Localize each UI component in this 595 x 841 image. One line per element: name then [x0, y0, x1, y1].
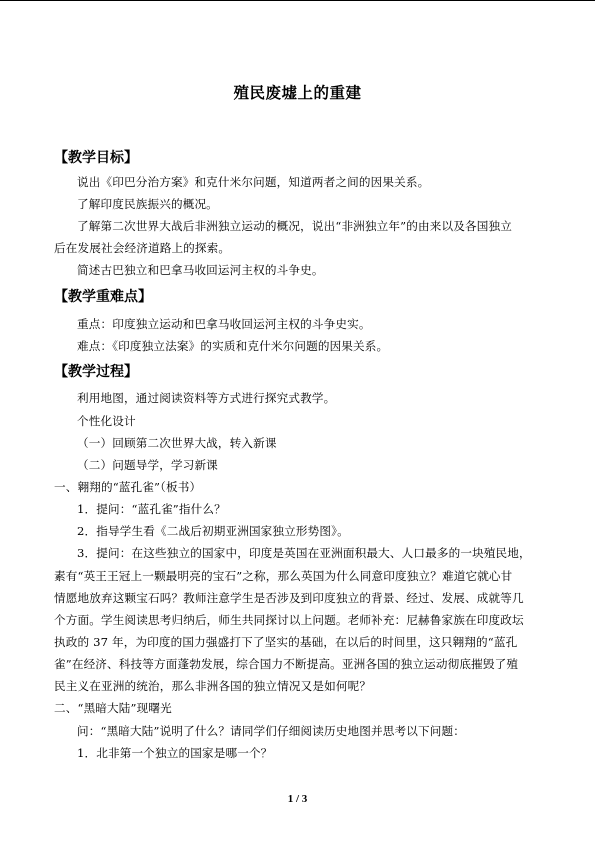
- process-line: 素有“英王王冠上一颗最明亮的宝石”之称，那么英国为什么同意印度独立？难道它就心甘: [54, 569, 513, 583]
- page-number: 1 / 3: [287, 793, 308, 805]
- goals-line: 简述古巴独立和巴拿马收回运河主权的斗争史。: [77, 263, 324, 277]
- process-line: 雀”在经济、科技等方面蓬勃发展，综合国力不断提高。亚洲各国的独立运动彻底摧毁了殖: [54, 657, 519, 671]
- section-heading-process: 【教学过程】: [54, 364, 138, 380]
- process-line: 3．提问：在这些独立的国家中，印度是英国在亚洲面积最大、人口最多的一块殖民地，: [77, 546, 531, 560]
- goals-line: 后在发展社会经济道路上的探索。: [54, 241, 231, 255]
- goals-line: 了解印度民族振兴的概况。: [77, 197, 218, 211]
- process-line: 1．北非第一个独立的国家是哪一个？: [77, 746, 273, 760]
- keypoints-line: 重点：印度独立运动和巴拿马收回运河主权的斗争史实。: [77, 317, 371, 331]
- section-heading-goals: 【教学目标】: [54, 150, 138, 166]
- process-line: 执政的 37 年，为印度的国力强盛打下了坚实的基础，在以后的时间里，这只翱翔的“蓝孔: [54, 635, 518, 649]
- header-rule: [0, 0, 595, 1]
- process-line: 民主义在亚洲的统治，那么非洲各国的独立情况又是如何呢？: [54, 679, 372, 693]
- goals-line: 了解第二次世界大战后非洲独立运动的概况，说出“非洲独立年”的由来以及各国独立: [77, 219, 512, 233]
- goals-line: 说出《印巴分治方案》和克什米尔问题，知道两者之间的因果关系。: [77, 175, 430, 189]
- process-line: 一、翱翔的“蓝孔雀”（板书）: [54, 480, 202, 494]
- page-title: 殖民废墟上的重建: [233, 84, 362, 102]
- process-line: 利用地图，通过阅读资料等方式进行探究式教学。: [77, 391, 336, 405]
- process-line: （二）问题导学，学习新课: [77, 458, 218, 472]
- process-line: （一）回顾第二次世界大战，转入新课: [77, 436, 277, 450]
- keypoints-line: 难点：《印度独立法案》的实质和克什米尔问题的因果关系。: [77, 339, 389, 353]
- process-line: 二、“黑暗大陆”现曙光: [54, 701, 172, 715]
- process-line: 2．指导学生看《二战后初期亚洲国家独立形势图》。: [77, 524, 349, 538]
- process-line: 问：“黑暗大陆”说明了什么？请同学们仔细阅读历史地图并思考以下问题：: [77, 724, 465, 738]
- process-line: 1．提问：“蓝孔雀”指什么？: [77, 502, 226, 516]
- process-line: 情愿地放弃这颗宝石吗？教师注意学生是否涉及到印度独立的背景、经过、发展、成就等几: [54, 591, 524, 605]
- process-line: 个方面。学生阅读思考归纳后，师生共同探讨以上问题。老师补充：尼赫鲁家族在印度政坛: [54, 613, 524, 627]
- section-heading-keypoints: 【教学重难点】: [54, 289, 152, 305]
- process-line: 个性化设计: [77, 414, 136, 428]
